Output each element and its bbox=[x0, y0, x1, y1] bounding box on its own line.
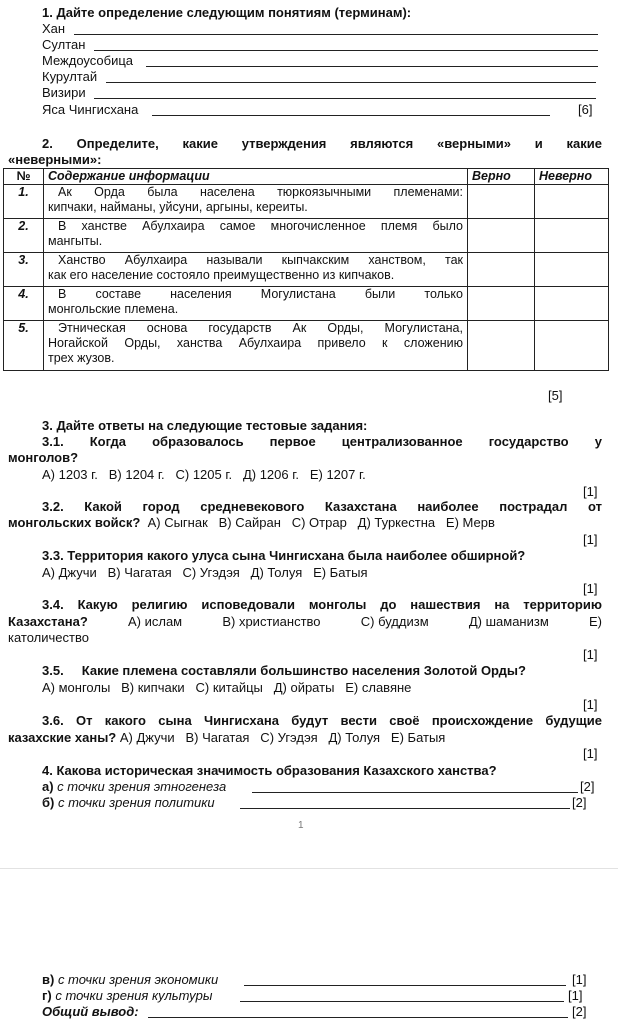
row-line: как его население состояло преимущественно из кипчаков. bbox=[48, 268, 395, 282]
q-word: нашествия bbox=[410, 597, 481, 612]
title-word: Определите, bbox=[76, 136, 159, 151]
q-word: 3.2. bbox=[42, 499, 64, 514]
term-sultan: Султан bbox=[42, 37, 86, 52]
q4-score: [1] bbox=[583, 647, 598, 662]
row-num: 2. bbox=[4, 219, 44, 253]
table-header-row bbox=[4, 169, 609, 185]
q-word: пострадал bbox=[499, 499, 568, 514]
q5-options: А) монголы В) кипчаки С) китайцы Д) ойраты Е) славяне bbox=[42, 680, 412, 695]
answer-line-sultan[interactable] bbox=[94, 50, 598, 51]
term-viziri: Визири bbox=[42, 85, 86, 100]
answer-line-politics[interactable] bbox=[240, 808, 570, 809]
q3-options: А) Джучи В) Чагатая С) Угэдэя Д) Толуя Е) Батыя bbox=[42, 565, 368, 580]
task4-item-v bbox=[42, 972, 218, 988]
q5-line1: 3.5. Какие племена составляли большинство населения Золотой Орды? bbox=[42, 663, 526, 678]
cell-true[interactable] bbox=[468, 321, 535, 371]
row-content bbox=[44, 287, 468, 321]
row-num: 5. bbox=[4, 321, 44, 371]
answer-line-viziri[interactable] bbox=[94, 98, 596, 99]
q2-options: А) Сыгнак В) Сайран С) Отрар Д) Туркестна Е) Мерв bbox=[140, 515, 495, 530]
row-num: 1. bbox=[4, 185, 44, 219]
q6-line1 bbox=[42, 713, 602, 729]
q-word: будущие bbox=[545, 713, 602, 728]
q-word: Чингисхана bbox=[203, 713, 279, 728]
page-gap bbox=[0, 906, 618, 966]
row-line: Этническая основа государств Ак Орды, Могулистана, bbox=[58, 321, 463, 335]
statements-table bbox=[3, 168, 609, 371]
row-line: В ханстве Абулхаира самое многочисленное племя было bbox=[58, 219, 463, 233]
q-word: образовалось bbox=[152, 434, 244, 449]
task2-title-line2: «неверными»: bbox=[8, 152, 102, 167]
answer-line-yasa[interactable] bbox=[152, 115, 550, 116]
conclusion-score: [2] bbox=[572, 1004, 587, 1019]
row-line: Ногайской Орды, ханства Абулхаира привело к сложению bbox=[48, 336, 463, 350]
q-word: первое bbox=[269, 434, 316, 449]
table-row bbox=[4, 253, 609, 287]
q-word: сына bbox=[158, 713, 192, 728]
q4-line3: католичество bbox=[8, 630, 89, 645]
row-line: Ханство Абулхаира называли кыпчакским ханством, так bbox=[58, 253, 463, 267]
row-content bbox=[44, 185, 468, 219]
item-text: с точки зрения экономики bbox=[54, 972, 219, 987]
q6-line2-question: казахские ханы? bbox=[8, 730, 117, 745]
cell-false[interactable] bbox=[535, 321, 609, 371]
answer-line-conclusion[interactable] bbox=[148, 1017, 568, 1018]
task1-score: [6] bbox=[578, 102, 593, 117]
q-word: От bbox=[75, 713, 93, 728]
task4-score-g: [1] bbox=[568, 988, 583, 1003]
q-word: 3.6. bbox=[42, 713, 64, 728]
task4-score-v: [1] bbox=[572, 972, 587, 987]
answer-line-mezhdousobitsa[interactable] bbox=[146, 66, 598, 67]
q-word: город bbox=[142, 499, 180, 514]
q-word: вести bbox=[340, 713, 377, 728]
q-word: исповедовали bbox=[201, 597, 295, 612]
cell-true[interactable] bbox=[468, 287, 535, 321]
q-word: государство bbox=[488, 434, 569, 449]
term-kurultai: Курултай bbox=[42, 69, 98, 84]
answer-line-kurultai[interactable] bbox=[106, 82, 596, 83]
task4-item-a bbox=[42, 779, 226, 795]
header-true: Верно bbox=[468, 169, 535, 185]
q-word: средневекового bbox=[200, 499, 305, 514]
item-text: с точки зрения этногенеза bbox=[53, 779, 227, 794]
q2-line2 bbox=[8, 515, 495, 531]
answer-line-ethnogenesis[interactable] bbox=[252, 792, 578, 793]
q4-option: А) ислам bbox=[127, 614, 183, 629]
q2-score: [1] bbox=[583, 532, 598, 547]
term-khan: Хан bbox=[42, 21, 66, 36]
q-word: будут bbox=[291, 713, 329, 728]
q4-line2 bbox=[8, 614, 602, 630]
row-line: Ак Орда была населена тюркоязычными племенами: bbox=[58, 185, 463, 199]
q3-line1: 3.3. Территория какого улуса сына Чингисхана была наиболее обширной? bbox=[42, 548, 526, 563]
q2-line1 bbox=[42, 499, 602, 515]
title-word: какие bbox=[182, 136, 218, 151]
cell-false[interactable] bbox=[535, 287, 609, 321]
item-text: с точки зрения политики bbox=[54, 795, 215, 810]
q-word: 3.4. bbox=[42, 597, 64, 612]
task4-score-a: [2] bbox=[580, 779, 595, 794]
q-word: от bbox=[587, 499, 602, 514]
cell-true[interactable] bbox=[468, 185, 535, 219]
row-content bbox=[44, 219, 468, 253]
q-word: централизованное bbox=[341, 434, 463, 449]
task4-item-b bbox=[42, 795, 215, 811]
row-line: трех жузов. bbox=[48, 351, 115, 365]
q1-options: А) 1203 г. В) 1204 г. С) 1205 г. Д) 1206 г. Е) 1207 г. bbox=[42, 467, 366, 482]
title-word: являются bbox=[350, 136, 414, 151]
q4-question-end: Казахстана? bbox=[8, 614, 88, 629]
row-line: кипчаки, найманы, уйсуни, аргыны, кереиты. bbox=[48, 200, 308, 214]
cell-false[interactable] bbox=[535, 219, 609, 253]
table-row bbox=[4, 321, 609, 371]
q4-option: С) буддизм bbox=[360, 614, 429, 629]
q-word: до bbox=[380, 597, 397, 612]
answer-line-economy[interactable] bbox=[244, 985, 566, 986]
q-word: какого bbox=[104, 713, 146, 728]
title-word: и bbox=[534, 136, 543, 151]
term-yasa: Яса Чингисхана bbox=[42, 102, 139, 117]
task4-title: 4. Какова историческая значимость образования Казахского ханства? bbox=[42, 763, 497, 778]
item-letter: б) bbox=[42, 795, 55, 810]
q4-line1 bbox=[42, 597, 602, 613]
q-word: территорию bbox=[523, 597, 602, 612]
q-word: Когда bbox=[89, 434, 127, 449]
table-row bbox=[4, 185, 609, 219]
header-num: № bbox=[4, 169, 44, 185]
q-word: наиболее bbox=[417, 499, 479, 514]
q3-score: [1] bbox=[583, 581, 598, 596]
conclusion-label: Общий вывод: bbox=[42, 1004, 139, 1019]
q1-score: [1] bbox=[583, 484, 598, 499]
q-word: религию bbox=[131, 597, 188, 612]
q-word: 3.1. bbox=[42, 434, 64, 449]
q-word: Казахстана bbox=[324, 499, 397, 514]
q4-option: Д) шаманизм bbox=[468, 614, 549, 629]
answer-line-culture[interactable] bbox=[240, 1001, 564, 1002]
table-row bbox=[4, 219, 609, 253]
q-word: происхождение bbox=[431, 713, 534, 728]
task1-title: 1. Дайте определение следующим понятиям (терминам): bbox=[42, 5, 412, 20]
answer-line-khan[interactable] bbox=[74, 34, 598, 35]
q6-options: А) Джучи В) Чагатая С) Угэдэя Д) Толуя Е) Батыя bbox=[116, 730, 446, 745]
q-word: монголы bbox=[308, 597, 367, 612]
q-word: Какой bbox=[84, 499, 122, 514]
q5-score: [1] bbox=[583, 697, 598, 712]
page-break bbox=[0, 868, 618, 908]
row-content bbox=[44, 253, 468, 287]
q1-line2: монголов? bbox=[8, 450, 79, 465]
task4-item-g bbox=[42, 988, 212, 1004]
table-row bbox=[4, 287, 609, 321]
term-mezhdousobitsa: Междоусобица bbox=[42, 53, 134, 68]
cell-true[interactable] bbox=[468, 219, 535, 253]
task2-title-line1 bbox=[42, 136, 602, 152]
title-word: «верными» bbox=[436, 136, 511, 151]
item-letter: а) bbox=[42, 779, 54, 794]
cell-false[interactable] bbox=[535, 253, 609, 287]
item-letter: г) bbox=[42, 988, 52, 1003]
cell-false[interactable] bbox=[535, 185, 609, 219]
row-line: монгольские племена. bbox=[48, 302, 179, 316]
q4-option: В) христианство bbox=[222, 614, 321, 629]
q-word: Какую bbox=[77, 597, 118, 612]
item-text: с точки зрения культуры bbox=[51, 988, 213, 1003]
q2-line2-question: монгольских войск? bbox=[8, 515, 141, 530]
row-num: 4. bbox=[4, 287, 44, 321]
q-word: на bbox=[494, 597, 510, 612]
q1-line1 bbox=[42, 434, 602, 450]
task3-title: 3. Дайте ответы на следующие тестовые задания: bbox=[42, 418, 368, 433]
q-word: у bbox=[594, 434, 602, 449]
row-line: В составе населения Могулистана были только bbox=[58, 287, 463, 301]
q6-score: [1] bbox=[583, 746, 598, 761]
task2-score: [5] bbox=[548, 388, 563, 403]
row-line: мангыты. bbox=[48, 234, 103, 248]
header-content: Содержание информации bbox=[44, 169, 468, 185]
item-letter: в) bbox=[42, 972, 55, 987]
row-content bbox=[44, 321, 468, 371]
row-num: 3. bbox=[4, 253, 44, 287]
title-word: 2. bbox=[42, 136, 53, 151]
q4-option: Е) bbox=[589, 614, 602, 629]
header-false: Неверно bbox=[535, 169, 609, 185]
q-word: своё bbox=[389, 713, 420, 728]
title-word: какие bbox=[566, 136, 602, 151]
q6-line2 bbox=[8, 730, 445, 746]
page-number: 1 bbox=[298, 820, 304, 831]
title-word: утверждения bbox=[241, 136, 327, 151]
cell-true[interactable] bbox=[468, 253, 535, 287]
task4-score-b: [2] bbox=[572, 795, 587, 810]
